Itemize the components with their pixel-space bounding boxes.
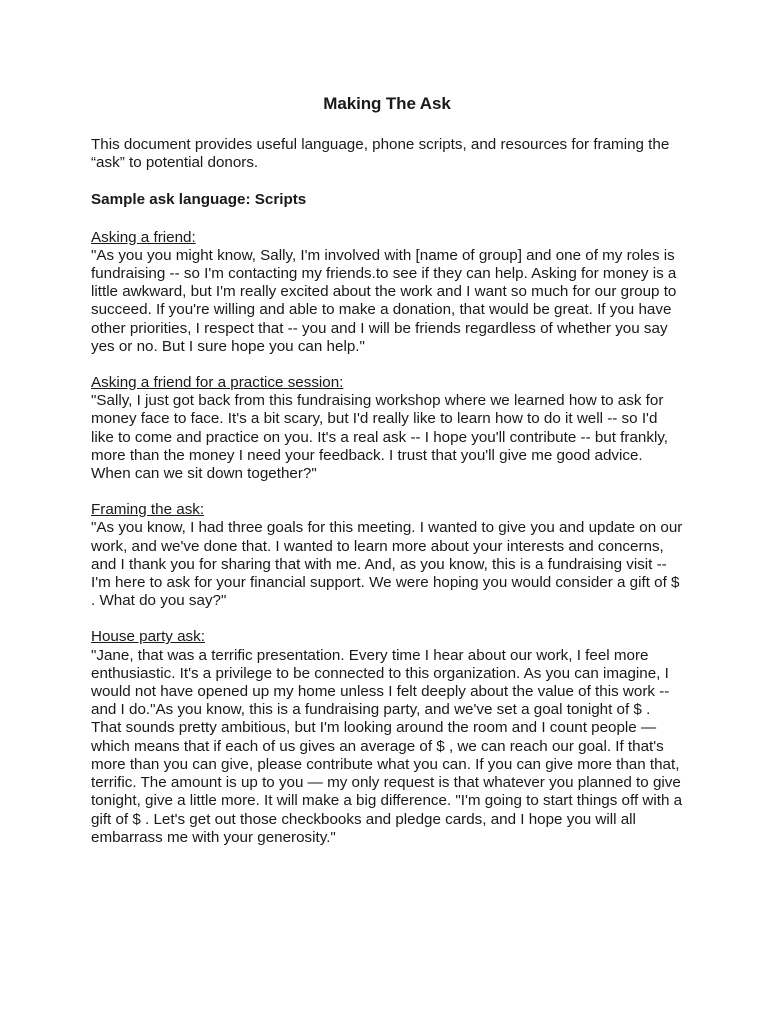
script-body: "As you you might know, Sally, I'm involved with [name of group] and one of my roles is fundraising -- so I'm contacting my friends.to see if they can help. Asking for money is a little awkward, but I'm really excited about the work and I want so much for our group to succeed. If you're willing and able to make a donation, that would be great. If you have other priorities, I respect that -- you and I will be friends regardless of whether you say yes or no. But I sure hope you can help." xyxy=(91,246,677,355)
script-block-house-party-ask xyxy=(91,628,683,846)
script-heading: Asking a friend: xyxy=(91,228,196,246)
script-block-practice-session xyxy=(91,374,683,483)
script-body: "As you know, I had three goals for this meeting. I wanted to give you and update on our work, and we've done that. I wanted to learn more about your interests and concerns, and I thank you for sharing that with me. And, as you know, this is a fundraising visit -- I'm here to ask for your financial support. We were hoping you would consider a gift of $ . What do you say?" xyxy=(91,519,683,610)
script-body: "Jane, that was a terrific presentation. Every time I hear about our work, I feel more enthusiastic. It's a privilege to be connected to this organization. As you can imagine, I would not have opened up my home unless I felt deeply about the value of this work -- and I do."As you know, this is a fundraising party, and we've set a goal tonight of $ . That sounds pretty ambitious, but I'm looking around the room and I count people — which means that if each of us gives an average of $ , we can reach our goal. If that's more than you can give, please contribute what you can. If you can give more than that, terrific. The amount is up to you — my only request is that whatever you planned to give tonight, give a little more. It will make a big difference. "I'm going to start things off with a gift of $ . Let's get out those checkbooks and pledge cards, and I hope you will all embarrass me with your generosity." xyxy=(91,646,683,846)
section-heading-scripts: Sample ask language: Scripts xyxy=(91,191,307,209)
script-block-framing-the-ask xyxy=(91,501,683,610)
script-body: "Sally, I just got back from this fundraising workshop where we learned how to ask for money face to face. It's a bit scary, but I'd really like to learn how to do it well -- so I'd like to come and practice on you. It's a real ask -- I hope you'll contribute -- but frankly, more than the money I need your feedback. I trust that you'll give me good advice. When can we sit down together?" xyxy=(91,392,669,483)
script-heading: House party ask: xyxy=(91,628,205,646)
document-page xyxy=(91,94,683,865)
document-intro: This document provides useful language, phone scripts, and resources for framing the “ask” to potential donors. xyxy=(91,136,670,172)
script-heading: Asking a friend for a practice session: xyxy=(91,374,344,392)
script-heading: Framing the ask: xyxy=(91,501,205,519)
document-title: Making The Ask xyxy=(323,94,451,113)
script-block-asking-a-friend xyxy=(91,229,683,356)
